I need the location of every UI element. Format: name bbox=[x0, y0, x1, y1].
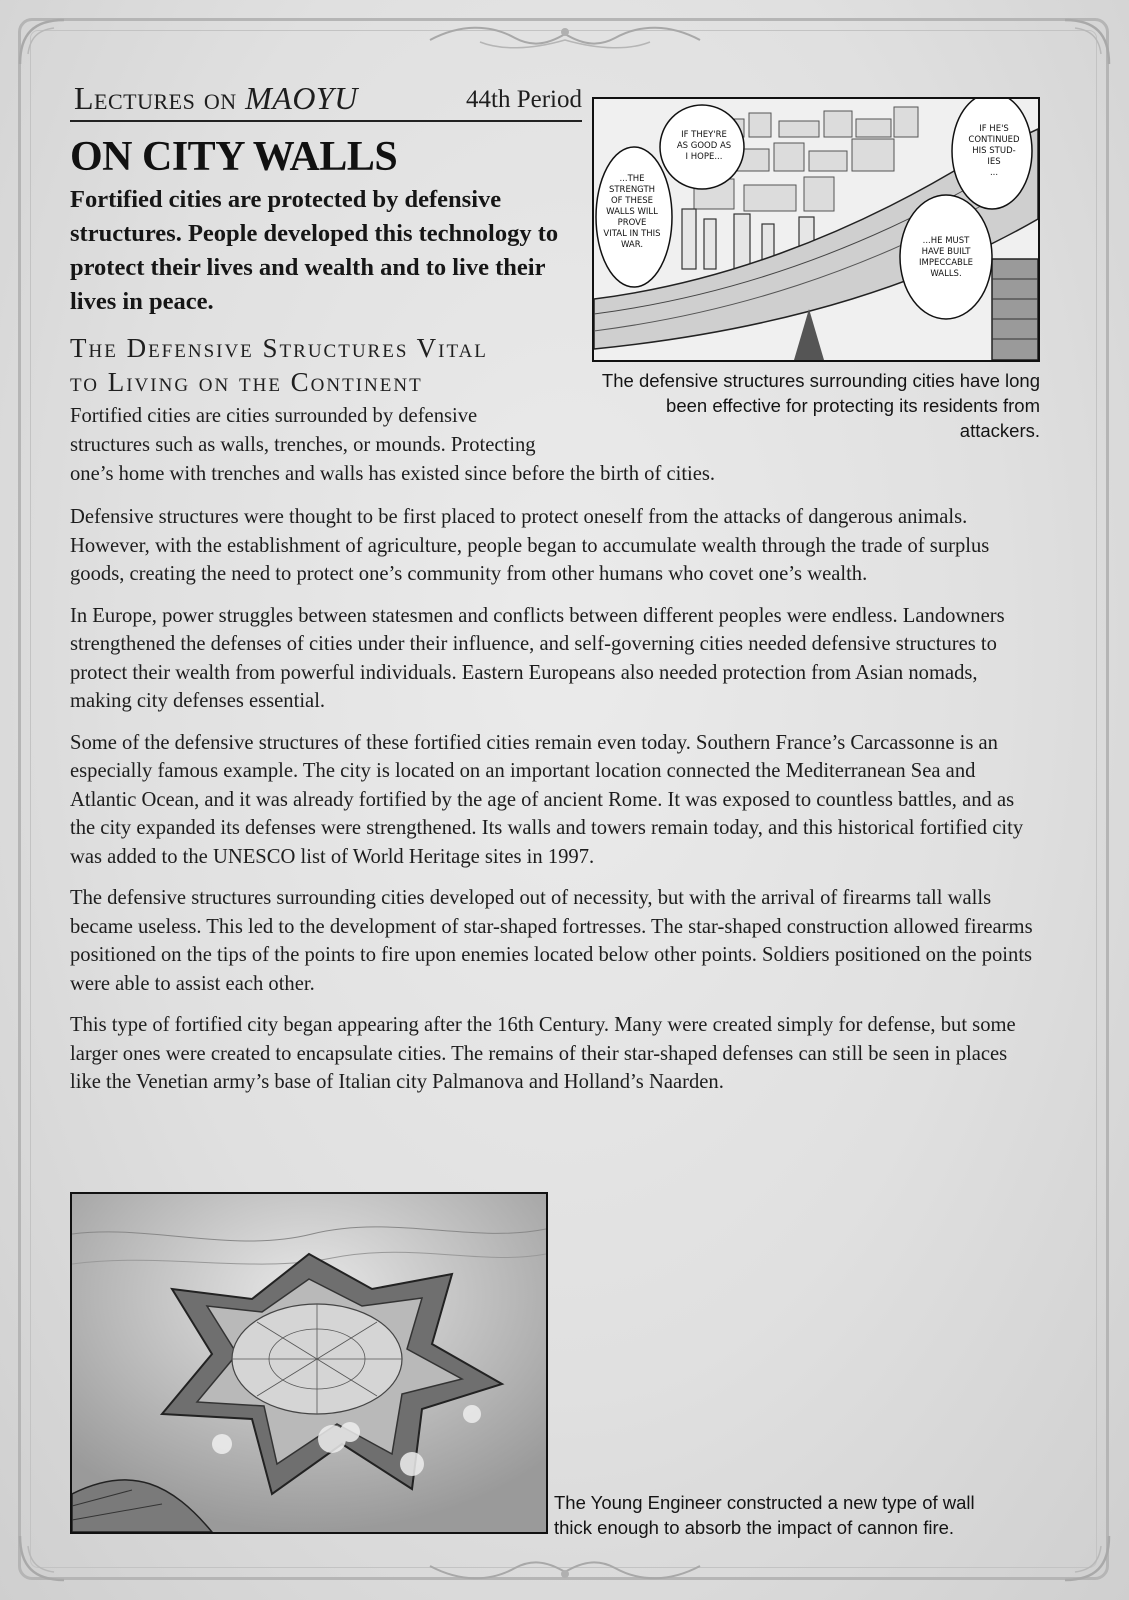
article-title: ON CITY WALLS bbox=[70, 134, 398, 180]
lead-paragraph: Fortified cities are protected by defensive structures. People developed this technology to protect their lives and wealth and to live their lives in peace. bbox=[70, 186, 559, 315]
speech-bubble bbox=[900, 195, 992, 319]
manga-panel-city-walls bbox=[592, 97, 1040, 362]
series-name: MAOYU bbox=[245, 80, 358, 116]
intro-paragraph-line: one’s home with trenches and walls has existed since before the birth of cities. bbox=[70, 463, 716, 485]
bubble-line: WAR. bbox=[620, 240, 644, 250]
series-title bbox=[74, 80, 358, 117]
lecture-header bbox=[70, 78, 582, 122]
period-label: 44th Period bbox=[466, 86, 582, 113]
bubble-line: IF HE'S bbox=[979, 124, 1009, 134]
corner-ornament-top-right bbox=[1055, 14, 1115, 74]
bubble-line: WALLS. bbox=[930, 269, 962, 279]
bubble-line: STRENGTH bbox=[608, 185, 656, 195]
bubble-line: OF THESE bbox=[610, 196, 654, 206]
intro-paragraph-line: structures such as walls, trenches, or mounds. Protecting bbox=[70, 434, 536, 456]
corner-ornament-bottom-left bbox=[14, 1526, 74, 1586]
body-paragraph: Defensive structures were thought to be first placed to protect oneself from the attacks of dangerous animals. However, with the establishment of agriculture, people began to accumulate wealth through the trade of surplus goods, creating the need to protect one’s community from other humans who covet one’s wealth. bbox=[70, 506, 990, 585]
figure-caption: The Young Engineer constructed a new type of wall thick enough to absorb the impact of cannon fire. bbox=[554, 1492, 975, 1538]
bubble-line: IMPECCABLE bbox=[919, 258, 973, 268]
bubble-line: ...HE MUST bbox=[922, 236, 970, 246]
body-paragraph: In Europe, power struggles between statesmen and conflicts between different peoples were endless. Landowners strengthened the defenses of cities under their influence, and self-governing cities needed defensive structures to protect their wealth from powerful individuals. Eastern Europeans also needed protection from Asian nomads, making city defenses essential. bbox=[70, 604, 1005, 712]
bubble-line: AS GOOD AS bbox=[676, 141, 732, 151]
body-text bbox=[70, 503, 1040, 1110]
bubble-line: WALLS WILL bbox=[606, 207, 658, 217]
corner-ornament-bottom-right bbox=[1055, 1526, 1115, 1586]
intro-paragraph-line: Fortified cities are cities surrounded by defensive bbox=[70, 405, 478, 427]
bubble-line: ...THE bbox=[619, 174, 645, 184]
bubble-line: IES bbox=[987, 157, 1001, 167]
speech-bubble bbox=[596, 147, 672, 287]
section-heading-line: The Defensive Structures Vital bbox=[70, 333, 488, 363]
body-paragraph: The defensive structures surrounding cities developed out of necessity, but with the arrival of firearms tall walls became useless. This led to the development of star-shaped fortresses. The star-shaped construction allowed firearms positioned on the tips of the points to fire upon enemies located below other points. Soldiers positioned on the points were able to assist each other. bbox=[70, 887, 1033, 995]
section-heading bbox=[70, 331, 590, 399]
bottom-flourish-ornament bbox=[420, 1552, 710, 1586]
bubble-line: HAVE BUILT bbox=[921, 247, 971, 257]
bubble-line: I HOPE... bbox=[685, 152, 723, 162]
series-prefix: Lectures on bbox=[74, 80, 237, 116]
star-fortress-drawing bbox=[72, 1194, 546, 1532]
section-heading-line: to Living on the Continent bbox=[70, 367, 423, 397]
manga-panel-illustration bbox=[594, 99, 1038, 360]
figure-caption: The defensive structures surrounding cities have long been effective for protecting its residents from attackers. bbox=[601, 370, 1040, 441]
top-flourish-ornament bbox=[420, 20, 710, 54]
bubble-line: PROVE bbox=[617, 218, 647, 228]
body-paragraph: Some of the defensive structures of these fortified cities remain even today. Southern France’s Carcassonne is an especially famous example. The city is located on an important location connected the Mediterranean Sea and Atlantic Ocean, and it was already fortified by the age of ancient Rome. It was exposed to countless battles, and as the city expanded its defenses were strengthened. Its walls and towers remain today, and this historical fortified city was added to the UNESCO list of World Heritage sites in 1997. bbox=[70, 731, 1024, 868]
bubble-line: IF THEY'RE bbox=[681, 130, 727, 140]
bubble-line: CONTINUED bbox=[968, 135, 1020, 145]
star-fortress-illustration bbox=[70, 1192, 548, 1534]
bubble-line: HIS STUD- bbox=[972, 146, 1016, 156]
bubble-line: VITAL IN THIS bbox=[603, 229, 661, 239]
bubble-line: ... bbox=[989, 168, 999, 178]
body-paragraph: This type of fortified city began appearing after the 16th Century. Many were created simply for defense, but some larger ones were created to encapsulate cities. The remains of their star-shaped defenses can still be seen in places like the Venetian army’s base of Italian city Palmanova and Holland’s Naarden. bbox=[70, 1014, 1016, 1093]
corner-ornament-top-left bbox=[14, 14, 74, 74]
